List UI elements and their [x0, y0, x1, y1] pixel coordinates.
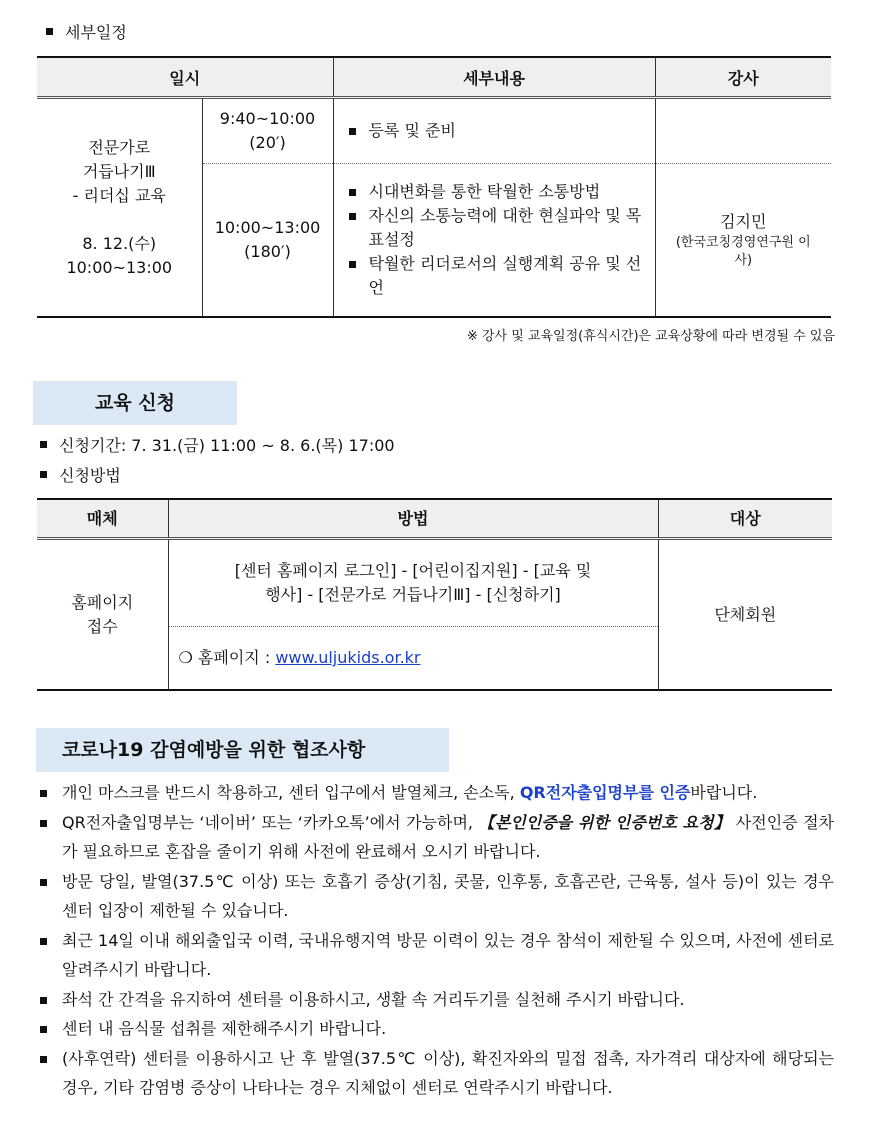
instructor-cell: [655, 164, 831, 318]
schedule-table: [37, 56, 831, 318]
time-cell: [202, 164, 333, 318]
medium-cell: [37, 539, 168, 691]
application-method-label: [40, 463, 121, 486]
col-datetime: 일시: [37, 57, 333, 98]
time-cell: [202, 98, 333, 164]
content-item: 탁월한 리더로서의 실행계획 공유 및 선언: [347, 252, 646, 300]
covid-list: [40, 778, 834, 1103]
col-method: 방법: [168, 499, 658, 539]
time-range: 10:00~13:00: [214, 218, 321, 237]
col-medium: 매체: [37, 499, 168, 539]
covid-item: 좌석 간 간격을 유지하여 센터를 이용하시고, 생활 속 거리두기를 실천해 주시기 바랍니다.: [40, 985, 834, 1015]
covid-item-text: QR전자출입명부는 ‘네이버’ 또는 ‘카카오톡’에서 가능하며,: [62, 812, 479, 832]
homepage-link[interactable]: www.uljukids.or.kr: [275, 648, 421, 667]
covid-item: (사후연락) 센터를 이용하시고 난 후 발열(37.5℃ 이상), 확진자와의 밀접 접촉, 자가격리 대상자에 해당되는 경우, 기타 감염병 증상이 나타나는 경우 지체없이 센터로 연락주시기 바랍니다.: [40, 1044, 834, 1103]
col-target: 대상: [658, 499, 832, 539]
col-instructor: 강사: [655, 57, 831, 98]
time-range: 9:40~10:00: [219, 109, 316, 128]
target-cell: 단체회원: [658, 539, 832, 691]
schedule-header-row: [37, 57, 831, 98]
period-text: 신청기간: 7. 31.(금) 11:00 ~ 8. 6.(목) 17:00: [59, 436, 395, 455]
program-subtitle: - 리더십 교육: [72, 185, 166, 205]
medium-text: 접수: [86, 616, 118, 636]
bullet-icon: [46, 28, 53, 35]
content-item: 자신의 소통능력에 대한 현실파악 및 목표설정: [347, 204, 646, 252]
covid-item-text: 바랍니다.: [690, 783, 758, 802]
path-text: [센터 홈페이지 로그인] - [어린이집지원] - [교육 및: [234, 561, 592, 580]
covid-item: [40, 808, 834, 867]
program-title: 전문가로: [88, 137, 151, 157]
covid-item: [40, 778, 834, 808]
application-heading: 교육 신청: [33, 381, 237, 425]
homepage-label: ❍ 홈페이지 :: [178, 648, 276, 667]
instructor-name: 김지민: [720, 212, 767, 231]
schedule-heading: [46, 20, 127, 43]
medium-text: 홈페이지: [71, 592, 134, 612]
application-row: [37, 539, 832, 627]
content-item: 등록 및 준비: [347, 119, 646, 143]
duration: (180′): [244, 242, 291, 261]
covid-item-emphasis: 【본인인증을 위한 인증번호 요청】: [478, 812, 731, 832]
covid-item-text: 사전인증 절차가 필요하므로 혼잡을 줄이기 위해 사전에 완료해서 오시기 바랍니다.: [62, 812, 834, 861]
program-time: 10:00~13:00: [66, 257, 173, 277]
homepage-cell: [168, 627, 658, 691]
application-period: [40, 433, 395, 456]
covid-item: 센터 내 음식물 섭취를 제한해주시기 바랍니다.: [40, 1014, 834, 1044]
path-cell: [168, 539, 658, 627]
covid-item: 방문 당일, 발열(37.5℃ 이상) 또는 호흡기 증상(기침, 콧물, 인후통, 호흡곤란, 근육통, 설사 등)이 있는 경우 센터 입장이 제한될 수 있습니다.: [40, 867, 834, 926]
program-date: 8. 12.(수): [82, 233, 157, 253]
path-text: 행사] - [전문가로 거듭나기Ⅲ] - [신청하기]: [265, 585, 561, 604]
instructor-org: (한국코칭경영연구원 이사): [675, 235, 811, 268]
covid-item-highlight: QR전자출입명부를 인증: [519, 783, 691, 802]
schedule-note: ※ 강사 및 교육일정(휴식시간)은 교육상황에 따라 변경될 수 있음: [466, 329, 835, 344]
program-cell: [37, 98, 202, 318]
covid-heading: 코로나19 감염예방을 위한 협조사항: [36, 728, 449, 772]
application-header-row: [37, 499, 832, 539]
instructor-cell: [655, 98, 831, 164]
content-cell: [333, 98, 655, 164]
schedule-heading-text: 세부일정: [65, 23, 127, 42]
covid-item: 최근 14일 이내 해외출입국 이력, 국내유행지역 방문 이력이 있는 경우 참석이 제한될 수 있으며, 사전에 센터로 알려주시기 바랍니다.: [40, 926, 834, 985]
content-item: 시대변화를 통한 탁월한 소통방법: [347, 180, 646, 204]
covid-item-text: 개인 마스크를 반드시 착용하고, 센터 입구에서 발열체크, 손소독,: [62, 783, 520, 802]
schedule-row: [37, 98, 831, 164]
method-label-text: 신청방법: [59, 466, 121, 485]
program-title: 거듭나기Ⅲ: [82, 161, 156, 181]
bullet-icon: [40, 471, 47, 478]
content-cell: [333, 164, 655, 318]
bullet-icon: [40, 441, 47, 448]
duration: (20′): [249, 133, 286, 152]
col-content: 세부내용: [333, 57, 655, 98]
application-table: [37, 498, 832, 691]
